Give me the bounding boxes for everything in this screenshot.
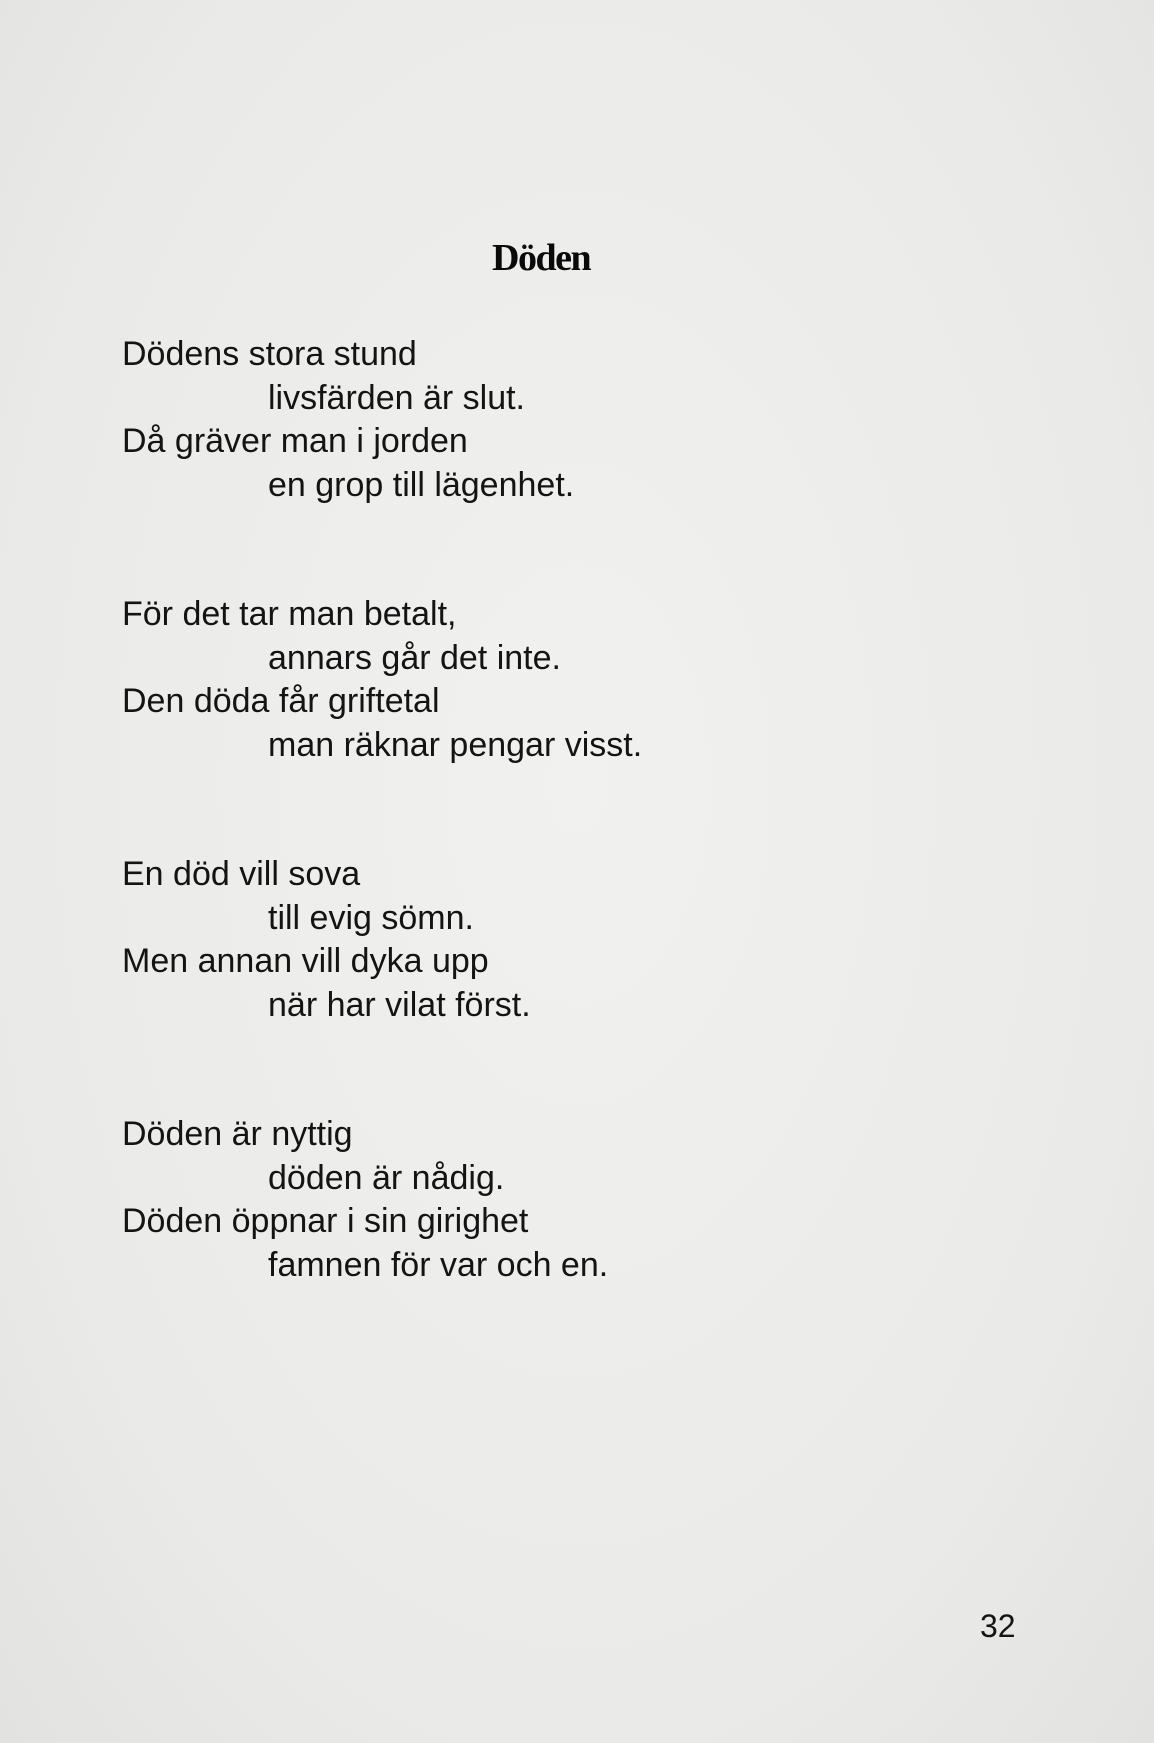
poem-line: Men annan vill dyka upp [122, 942, 489, 980]
poem-line: Den döda får griftetal [122, 682, 440, 720]
page-number: 32 [980, 1608, 1016, 1644]
poem-line: Döden är nyttig [122, 1115, 353, 1153]
poem-line: Döden öppnar i sin girighet [122, 1202, 529, 1240]
poem-line: till evig sömn. [268, 898, 474, 937]
stanza-3 [122, 853, 1022, 1027]
poem-title: Döden [492, 237, 591, 279]
poem-line: man räknar pengar visst. [268, 725, 643, 764]
stanza-1 [122, 333, 1022, 507]
poem-line: En död vill sova [122, 855, 361, 893]
stanza-2 [122, 593, 1022, 767]
poem-line: döden är nådig. [268, 1158, 505, 1197]
poem-line: livsfärden är slut. [268, 378, 525, 417]
stanza-4 [122, 1113, 1022, 1287]
poem-body [122, 333, 1022, 1373]
poem-line: Dödens stora stund [122, 335, 417, 373]
poem-line: en grop till lägenhet. [268, 465, 575, 504]
poem-line: annars går det inte. [268, 638, 561, 677]
poem-line: när har vilat först. [268, 985, 531, 1024]
poem-line: Då gräver man i jorden [122, 422, 468, 460]
poem-line: famnen för var och en. [268, 1245, 609, 1284]
poem-line: För det tar man betalt, [122, 595, 457, 633]
